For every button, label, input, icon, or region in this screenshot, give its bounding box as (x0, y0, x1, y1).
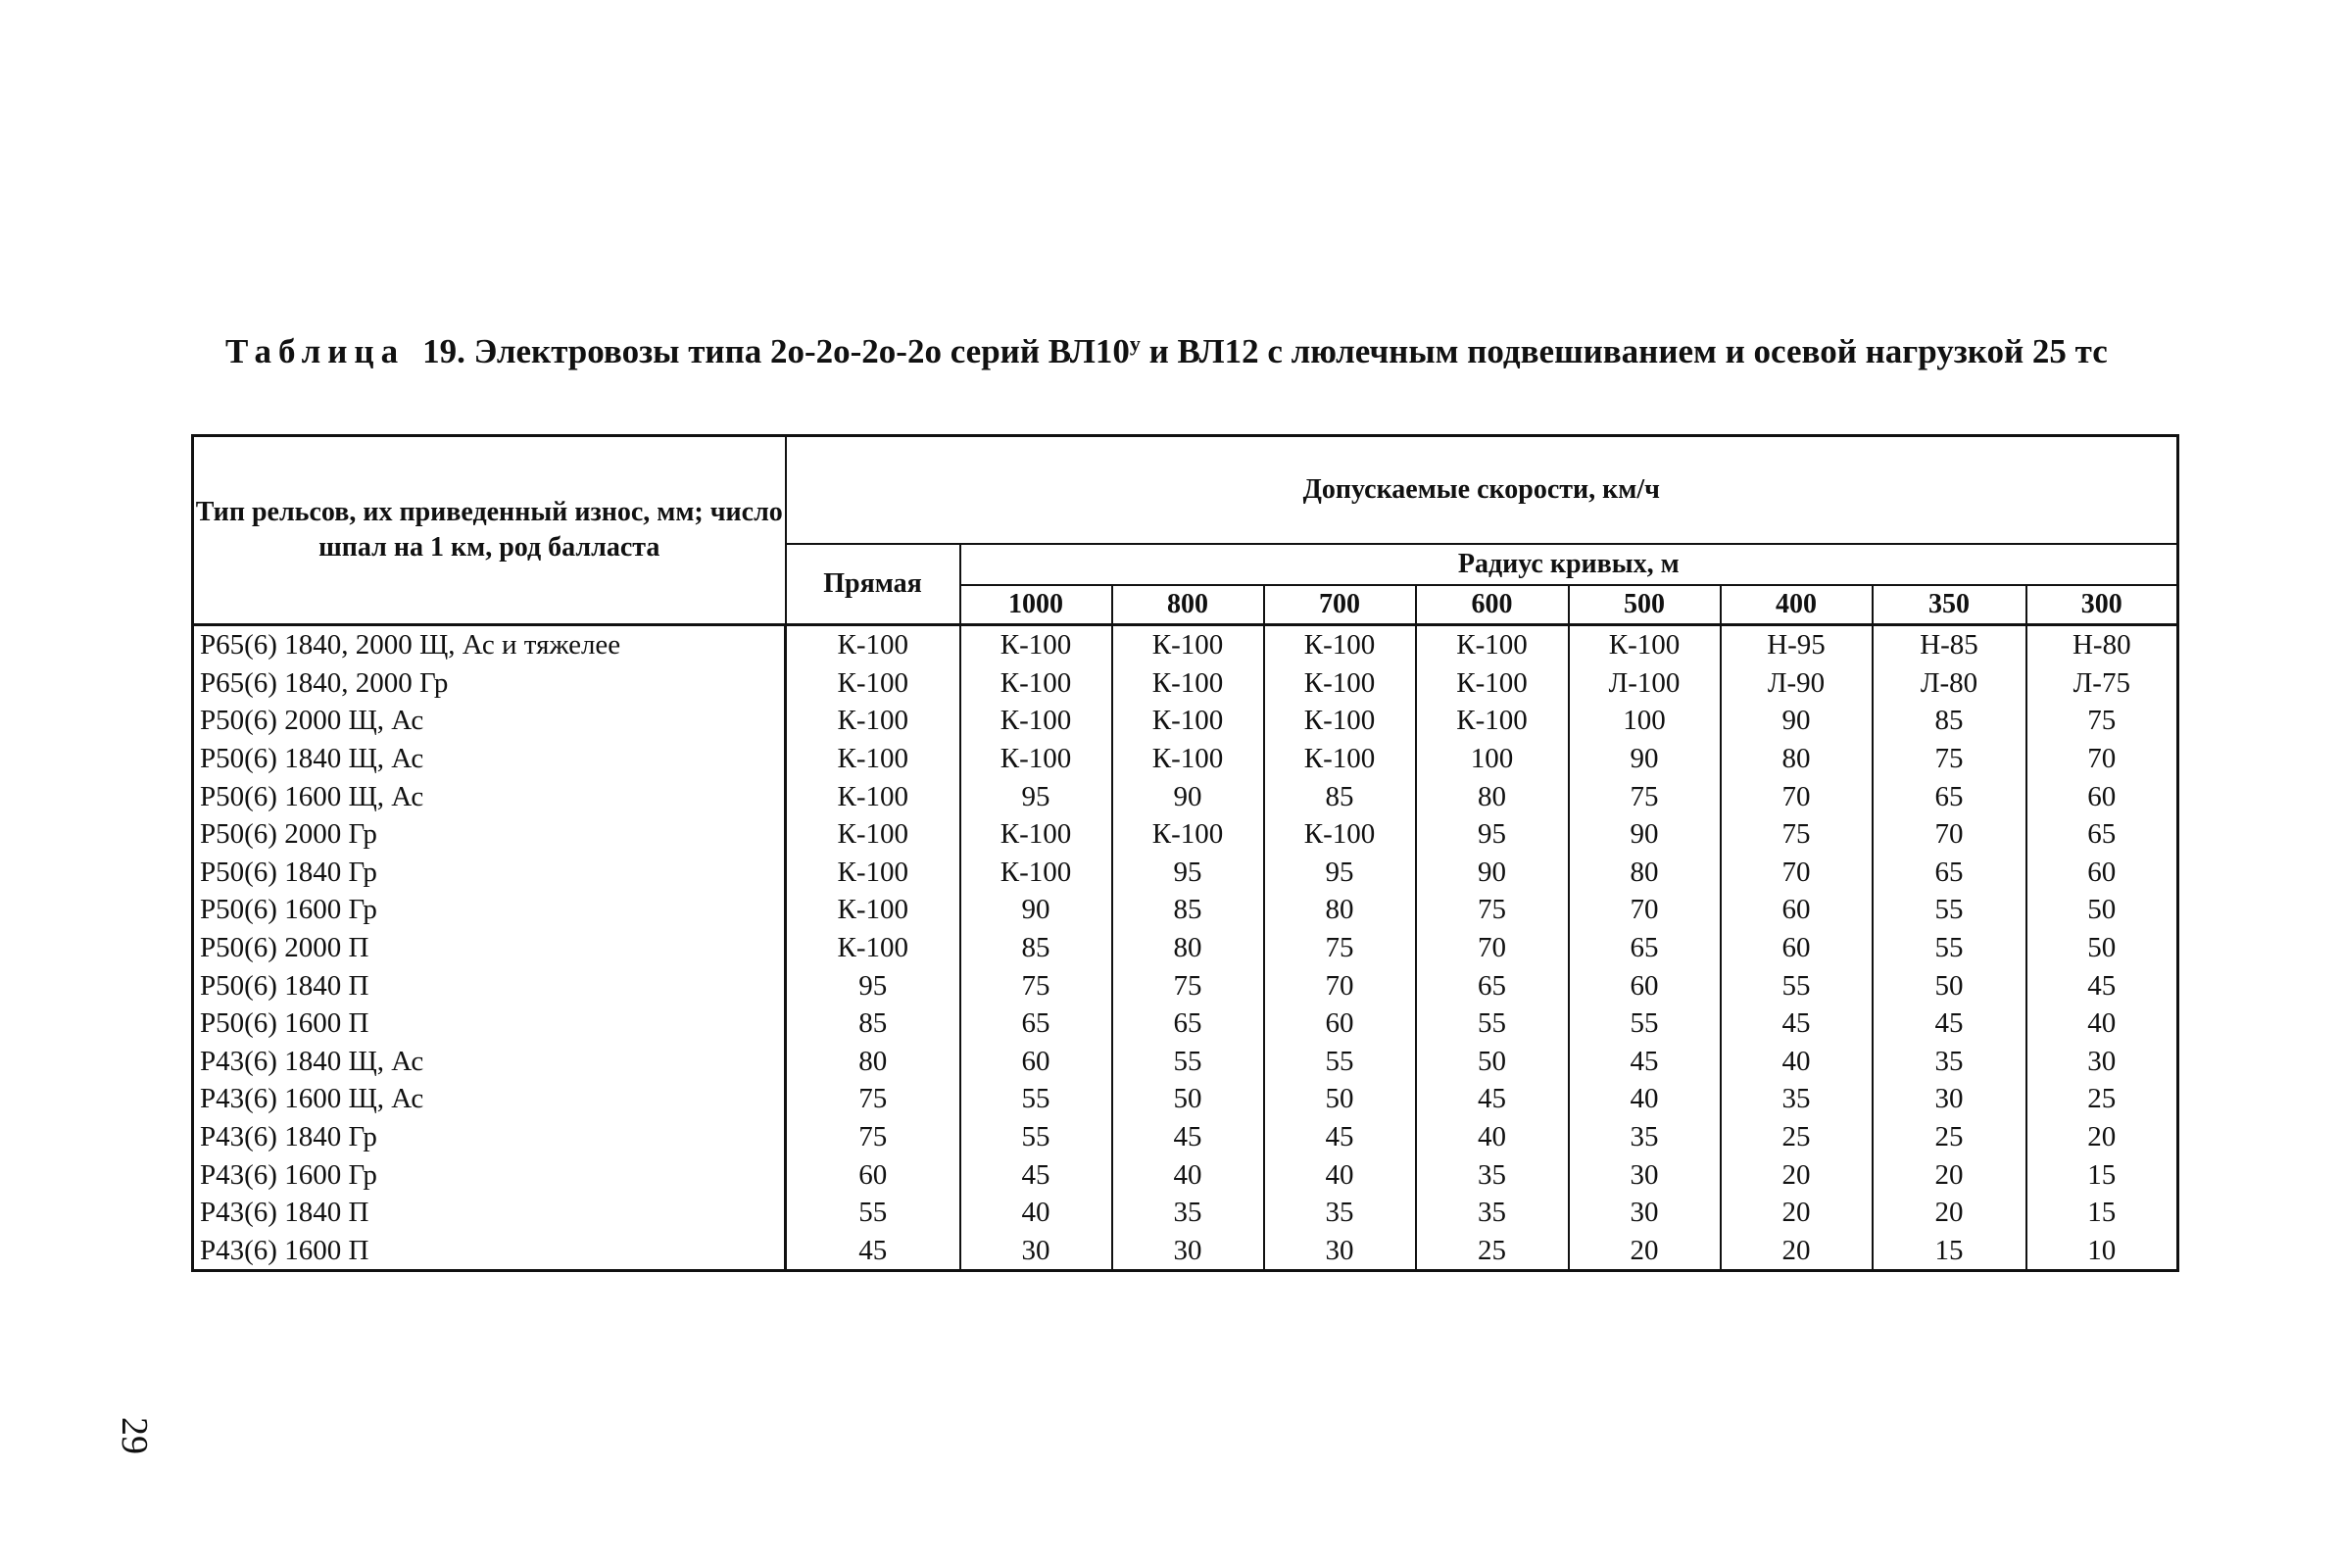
rail-type-cell: Р50(6) 1840 Щ, Ас (193, 740, 786, 778)
curve-speed-cell: К-100 (1264, 815, 1416, 854)
rail-type-cell: Р43(6) 1600 Щ, Ас (193, 1080, 786, 1118)
curve-speed-cell: 90 (960, 891, 1112, 929)
table-row (193, 1232, 2178, 1271)
table-row (193, 1155, 2178, 1194)
curve-speed-cell: 50 (1873, 966, 2026, 1004)
curve-speed-cell: 40 (2026, 1004, 2178, 1043)
speed-table (191, 434, 2179, 1272)
straight-speed-cell: К-100 (786, 625, 960, 664)
table-row (193, 702, 2178, 740)
rail-type-cell: Р50(6) 1840 Гр (193, 854, 786, 892)
straight-speed-cell: К-100 (786, 702, 960, 740)
curve-speed-cell: 40 (1112, 1155, 1264, 1194)
page-number: 29 (114, 1417, 155, 1454)
curve-speed-cell: 55 (1873, 891, 2026, 929)
rail-type-cell: Р65(6) 1840, 2000 Щ, Ас и тяжелее (193, 625, 786, 664)
table-row (193, 625, 2178, 664)
table-row (193, 966, 2178, 1004)
curve-speed-cell: 30 (1112, 1232, 1264, 1271)
curve-speed-cell: 35 (1569, 1118, 1721, 1156)
rail-type-cell: Р43(6) 1840 П (193, 1194, 786, 1232)
curve-speed-cell: 40 (1264, 1155, 1416, 1194)
curve-speed-cell: К-100 (1264, 702, 1416, 740)
curve-speed-cell: 40 (960, 1194, 1112, 1232)
curve-speed-cell: 55 (1721, 966, 1873, 1004)
curve-speed-cell: 60 (2026, 777, 2178, 815)
curve-speed-cell: 70 (1721, 777, 1873, 815)
table-row (193, 854, 2178, 892)
rail-type-cell: Р65(6) 1840, 2000 Гр (193, 664, 786, 703)
table-row (193, 777, 2178, 815)
curve-speed-cell: 65 (1569, 929, 1721, 967)
curve-speed-cell: 70 (1416, 929, 1569, 967)
table-row (193, 740, 2178, 778)
curve-speed-cell: 35 (1416, 1155, 1569, 1194)
curve-speed-cell: 20 (1721, 1155, 1873, 1194)
curve-speed-cell: К-100 (1112, 702, 1264, 740)
curve-speed-cell: 35 (1112, 1194, 1264, 1232)
curve-speed-cell: 20 (1721, 1232, 1873, 1271)
radius-value-header: 400 (1721, 585, 1873, 625)
curve-speed-cell: Л-80 (1873, 664, 2026, 703)
curve-speed-cell: 30 (1264, 1232, 1416, 1271)
radius-value-header: 1000 (960, 585, 1112, 625)
table-row (193, 1080, 2178, 1118)
straight-speed-cell: К-100 (786, 815, 960, 854)
curve-speed-cell: 60 (960, 1043, 1112, 1081)
curve-speed-cell: К-100 (1112, 815, 1264, 854)
curve-speed-cell: 80 (1721, 740, 1873, 778)
curve-speed-cell: 30 (1569, 1155, 1721, 1194)
curve-speed-cell: 35 (1721, 1080, 1873, 1118)
curve-speed-cell: 75 (960, 966, 1112, 1004)
rail-type-cell: Р50(6) 1600 Гр (193, 891, 786, 929)
curve-speed-cell: К-100 (1264, 664, 1416, 703)
curve-speed-cell: 20 (2026, 1118, 2178, 1156)
curve-speed-cell: Л-90 (1721, 664, 1873, 703)
table-body (193, 625, 2178, 1271)
curve-speed-cell: 35 (1416, 1194, 1569, 1232)
radius-value-header: 600 (1416, 585, 1569, 625)
table-row (193, 1118, 2178, 1156)
curve-radius-header: Радиус кривых, м (960, 544, 2178, 585)
curve-speed-cell: 85 (1873, 702, 2026, 740)
curve-speed-cell: Н-80 (2026, 625, 2178, 664)
straight-speed-cell: К-100 (786, 929, 960, 967)
curve-speed-cell: 60 (1264, 1004, 1416, 1043)
curve-speed-cell: К-100 (1416, 702, 1569, 740)
rail-type-cell: Р50(6) 1840 П (193, 966, 786, 1004)
curve-speed-cell: 60 (1721, 929, 1873, 967)
rail-type-cell: Р50(6) 1600 Щ, Ас (193, 777, 786, 815)
curve-speed-cell: 60 (1721, 891, 1873, 929)
straight-speed-cell: 60 (786, 1155, 960, 1194)
table-row (193, 891, 2178, 929)
curve-speed-cell: 55 (960, 1118, 1112, 1156)
rail-type-cell: Р50(6) 1600 П (193, 1004, 786, 1043)
straight-speed-cell: 85 (786, 1004, 960, 1043)
curve-speed-cell: К-100 (1569, 625, 1721, 664)
curve-speed-cell: 70 (1873, 815, 2026, 854)
curve-speed-cell: 90 (1416, 854, 1569, 892)
curve-speed-cell: К-100 (1416, 625, 1569, 664)
curve-speed-cell: 60 (2026, 854, 2178, 892)
curve-speed-cell: К-100 (1112, 740, 1264, 778)
curve-speed-cell: 45 (1873, 1004, 2026, 1043)
table-row (193, 664, 2178, 703)
straight-speed-cell: К-100 (786, 777, 960, 815)
straight-speed-cell: К-100 (786, 891, 960, 929)
straight-speed-cell: 80 (786, 1043, 960, 1081)
curve-speed-cell: 80 (1416, 777, 1569, 815)
rail-type-cell: Р43(6) 1600 Гр (193, 1155, 786, 1194)
rail-type-cell: Р50(6) 2000 П (193, 929, 786, 967)
straight-speed-cell: 75 (786, 1080, 960, 1118)
curve-speed-cell: 45 (1569, 1043, 1721, 1081)
curve-speed-cell: 25 (1416, 1232, 1569, 1271)
table-row (193, 815, 2178, 854)
curve-speed-cell: 100 (1416, 740, 1569, 778)
rail-type-cell: Р43(6) 1600 П (193, 1232, 786, 1271)
curve-speed-cell: Н-85 (1873, 625, 2026, 664)
curve-speed-cell: 35 (1264, 1194, 1416, 1232)
curve-speed-cell: 70 (1721, 854, 1873, 892)
curve-speed-cell: 55 (1873, 929, 2026, 967)
radius-value-header: 500 (1569, 585, 1721, 625)
curve-speed-cell: 75 (1264, 929, 1416, 967)
curve-speed-cell: 55 (960, 1080, 1112, 1118)
curve-speed-cell: 85 (1264, 777, 1416, 815)
curve-speed-cell: 20 (1873, 1155, 2026, 1194)
curve-speed-cell: К-100 (1112, 664, 1264, 703)
straight-header: Прямая (786, 544, 960, 625)
straight-speed-cell: К-100 (786, 854, 960, 892)
curve-speed-cell: 50 (2026, 891, 2178, 929)
curve-speed-cell: Н-95 (1721, 625, 1873, 664)
curve-speed-cell: Л-100 (1569, 664, 1721, 703)
curve-speed-cell: 50 (1416, 1043, 1569, 1081)
curve-speed-cell: 45 (2026, 966, 2178, 1004)
caption-number: 19. (422, 332, 465, 370)
curve-speed-cell: 65 (1873, 777, 2026, 815)
curve-speed-cell: 75 (2026, 702, 2178, 740)
rail-type-cell: Р43(6) 1840 Щ, Ас (193, 1043, 786, 1081)
curve-speed-cell: 35 (1873, 1043, 2026, 1081)
curve-speed-cell: 90 (1721, 702, 1873, 740)
curve-speed-cell: 40 (1569, 1080, 1721, 1118)
curve-speed-cell: 90 (1569, 740, 1721, 778)
caption-label: Таблица (225, 332, 406, 370)
curve-speed-cell: 45 (1112, 1118, 1264, 1156)
curve-speed-cell: 45 (1721, 1004, 1873, 1043)
curve-speed-cell: 55 (1569, 1004, 1721, 1043)
curve-speed-cell: К-100 (960, 702, 1112, 740)
curve-speed-cell: 30 (1569, 1194, 1721, 1232)
rail-type-header: Тип рельсов, их приведенный износ, мм; число шпал на 1 км, род балласта (193, 436, 786, 625)
curve-speed-cell: 100 (1569, 702, 1721, 740)
curve-speed-cell: 65 (960, 1004, 1112, 1043)
curve-speed-cell: 40 (1416, 1118, 1569, 1156)
curve-speed-cell: 75 (1721, 815, 1873, 854)
allowed-speeds-header: Допускаемые скорости, км/ч (786, 436, 2178, 545)
table-row (193, 1043, 2178, 1081)
curve-speed-cell: 95 (1112, 854, 1264, 892)
curve-speed-cell: 15 (1873, 1232, 2026, 1271)
curve-speed-cell: 65 (1416, 966, 1569, 1004)
curve-speed-cell: 80 (1112, 929, 1264, 967)
radius-value-header: 300 (2026, 585, 2178, 625)
curve-speed-cell: 75 (1416, 891, 1569, 929)
curve-speed-cell: 70 (2026, 740, 2178, 778)
curve-speed-cell: 65 (1873, 854, 2026, 892)
table-row (193, 1004, 2178, 1043)
curve-speed-cell: К-100 (960, 664, 1112, 703)
table-caption (225, 331, 2185, 371)
curve-speed-cell: 50 (1264, 1080, 1416, 1118)
curve-speed-cell: 75 (1873, 740, 2026, 778)
curve-speed-cell: 20 (1721, 1194, 1873, 1232)
radius-value-header: 350 (1873, 585, 2026, 625)
curve-speed-cell: К-100 (960, 740, 1112, 778)
curve-speed-cell: 75 (1112, 966, 1264, 1004)
curve-speed-cell: 70 (1569, 891, 1721, 929)
radius-value-header: 800 (1112, 585, 1264, 625)
curve-speed-cell: 55 (1112, 1043, 1264, 1081)
curve-speed-cell: 85 (1112, 891, 1264, 929)
curve-speed-cell: 55 (1416, 1004, 1569, 1043)
straight-speed-cell: 95 (786, 966, 960, 1004)
caption-text: Электровозы типа 2о-2о-2о-2о серий ВЛ10 (473, 332, 1130, 370)
caption-superscript: у (1129, 331, 1141, 356)
curve-speed-cell: 50 (1112, 1080, 1264, 1118)
table-row (193, 1194, 2178, 1232)
curve-speed-cell: К-100 (1264, 625, 1416, 664)
curve-speed-cell: К-100 (960, 625, 1112, 664)
rail-type-cell: Р43(6) 1840 Гр (193, 1118, 786, 1156)
curve-speed-cell: К-100 (1416, 664, 1569, 703)
curve-speed-cell: 75 (1569, 777, 1721, 815)
curve-speed-cell: К-100 (1264, 740, 1416, 778)
curve-speed-cell: 70 (1264, 966, 1416, 1004)
straight-speed-cell: 45 (786, 1232, 960, 1271)
caption-text-tail: и ВЛ12 с люлечным подвешиванием и осевой нагрузкой 25 тс (1140, 332, 2108, 370)
curve-speed-cell: 25 (1721, 1118, 1873, 1156)
rail-type-cell: Р50(6) 2000 Гр (193, 815, 786, 854)
curve-speed-cell: 45 (1416, 1080, 1569, 1118)
curve-speed-cell: 95 (960, 777, 1112, 815)
curve-speed-cell: 25 (2026, 1080, 2178, 1118)
rail-type-cell: Р50(6) 2000 Щ, Ас (193, 702, 786, 740)
curve-speed-cell: 65 (2026, 815, 2178, 854)
curve-speed-cell: 30 (960, 1232, 1112, 1271)
curve-speed-cell: 45 (1264, 1118, 1416, 1156)
curve-speed-cell: 90 (1569, 815, 1721, 854)
curve-speed-cell: 40 (1721, 1043, 1873, 1081)
curve-speed-cell: 85 (960, 929, 1112, 967)
straight-speed-cell: К-100 (786, 740, 960, 778)
curve-speed-cell: К-100 (960, 815, 1112, 854)
curve-speed-cell: 80 (1264, 891, 1416, 929)
curve-speed-cell: 20 (1569, 1232, 1721, 1271)
curve-speed-cell: 80 (1569, 854, 1721, 892)
straight-speed-cell: К-100 (786, 664, 960, 703)
curve-speed-cell: 90 (1112, 777, 1264, 815)
curve-speed-cell: 65 (1112, 1004, 1264, 1043)
curve-speed-cell: 15 (2026, 1194, 2178, 1232)
curve-speed-cell: 95 (1416, 815, 1569, 854)
curve-speed-cell: 15 (2026, 1155, 2178, 1194)
curve-speed-cell: 25 (1873, 1118, 2026, 1156)
curve-speed-cell: 10 (2026, 1232, 2178, 1271)
curve-speed-cell: 55 (1264, 1043, 1416, 1081)
curve-speed-cell: 45 (960, 1155, 1112, 1194)
radius-value-header: 700 (1264, 585, 1416, 625)
curve-speed-cell: 30 (2026, 1043, 2178, 1081)
curve-speed-cell: К-100 (960, 854, 1112, 892)
curve-speed-cell: 95 (1264, 854, 1416, 892)
curve-speed-cell: Л-75 (2026, 664, 2178, 703)
straight-speed-cell: 75 (786, 1118, 960, 1156)
curve-speed-cell: 20 (1873, 1194, 2026, 1232)
curve-speed-cell: К-100 (1112, 625, 1264, 664)
table-row (193, 929, 2178, 967)
straight-speed-cell: 55 (786, 1194, 960, 1232)
curve-speed-cell: 30 (1873, 1080, 2026, 1118)
curve-speed-cell: 60 (1569, 966, 1721, 1004)
curve-speed-cell: 50 (2026, 929, 2178, 967)
